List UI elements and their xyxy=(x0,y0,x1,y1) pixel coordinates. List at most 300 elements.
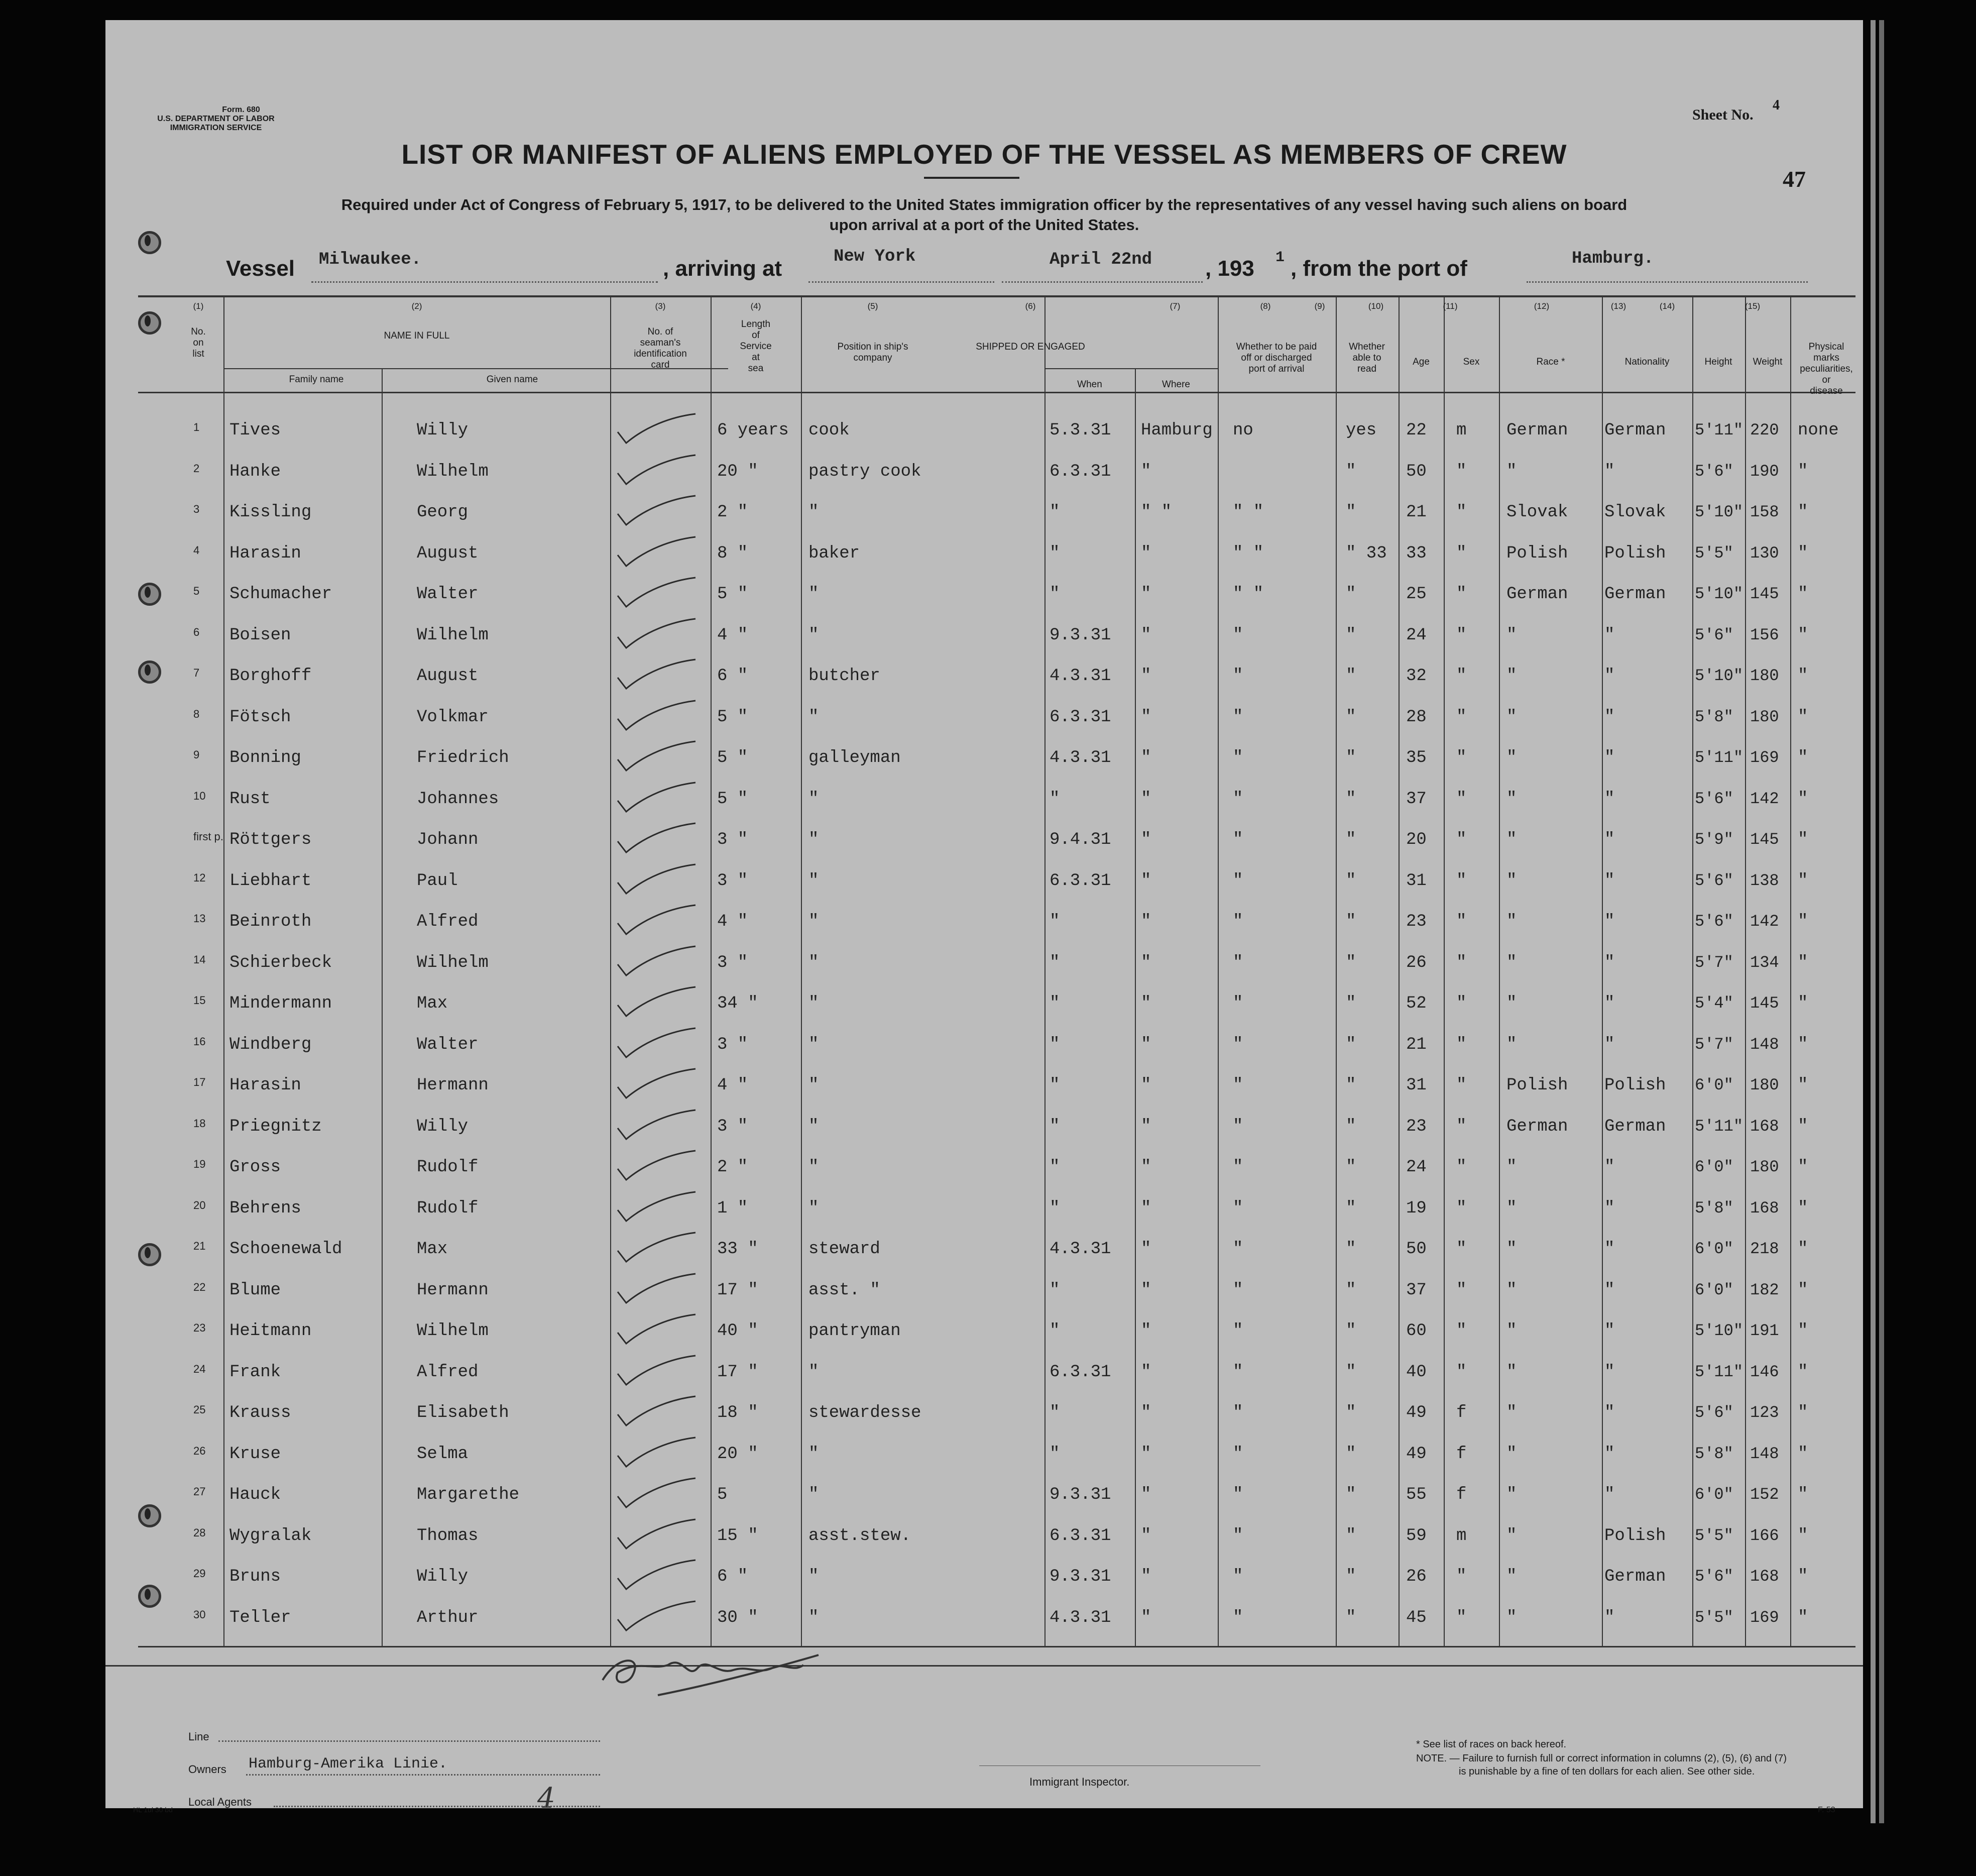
form-code: F. 53 xyxy=(1818,1806,1835,1814)
sex: " xyxy=(1456,1158,1467,1177)
department-label: U.S. DEPARTMENT OF LABOR xyxy=(157,115,275,123)
owners-rule xyxy=(246,1774,600,1776)
nationality: " xyxy=(1604,1485,1615,1504)
row-number: 23 xyxy=(193,1321,206,1334)
table-row xyxy=(105,1348,1863,1388)
engaged-when: 4.3.31 xyxy=(1050,748,1111,767)
engaged-when: 9.4.31 xyxy=(1050,830,1111,849)
height: 6'0" xyxy=(1695,1280,1733,1299)
able-to-read: " xyxy=(1346,625,1356,645)
given-name: Willy xyxy=(417,421,469,440)
weight: 169 xyxy=(1750,1608,1779,1627)
paid-off: no xyxy=(1233,421,1253,440)
header-where: Where xyxy=(1162,379,1190,390)
col-num-13: (13) xyxy=(1610,301,1626,311)
engaged-where: " xyxy=(1141,789,1151,809)
ship-position: " xyxy=(808,994,819,1013)
family-name: Hanke xyxy=(229,462,281,481)
sheet-number xyxy=(1692,97,1780,124)
given-name: Max xyxy=(417,994,448,1013)
physical-marks: " xyxy=(1798,1076,1808,1095)
ship-position: " xyxy=(808,830,819,849)
vessel-line xyxy=(226,247,1833,286)
able-to-read: " xyxy=(1346,994,1356,1013)
nationality: " xyxy=(1604,1403,1615,1422)
nationality: German xyxy=(1604,585,1666,604)
check-mark-icon xyxy=(615,1108,701,1143)
col-num-6: (6) xyxy=(1025,301,1036,311)
table-row xyxy=(105,1143,1863,1183)
given-name: Rudolf xyxy=(417,1158,479,1177)
family-name: Schumacher xyxy=(229,585,332,604)
header-race: Race * xyxy=(1536,357,1565,367)
engaged-where: " xyxy=(1141,462,1151,481)
sex: " xyxy=(1456,994,1467,1013)
ship-position: " xyxy=(808,1362,819,1382)
weight: 138 xyxy=(1750,871,1779,890)
engaged-when: 9.3.31 xyxy=(1050,625,1111,645)
weight: 146 xyxy=(1750,1362,1779,1381)
race: " xyxy=(1506,1567,1517,1586)
paid-off: " xyxy=(1233,830,1243,849)
nationality: " xyxy=(1604,1158,1615,1177)
race: " xyxy=(1506,1526,1517,1546)
table-row xyxy=(105,1184,1863,1225)
sex: " xyxy=(1456,1035,1467,1054)
weight: 134 xyxy=(1750,953,1779,972)
service-length: 30 " xyxy=(717,1608,758,1627)
height: 5'9" xyxy=(1695,830,1733,849)
able-to-read: " xyxy=(1346,1198,1356,1218)
nationality: Polish xyxy=(1604,1526,1666,1546)
sheet-value: 4 xyxy=(1773,97,1780,113)
engaged-when: 4.3.31 xyxy=(1050,1240,1111,1259)
col-num-3: (3) xyxy=(655,301,666,311)
service-length: 8 " xyxy=(717,543,748,563)
inspector-signature xyxy=(583,1625,844,1700)
table-row xyxy=(105,1552,1863,1593)
row-number: 6 xyxy=(193,625,200,638)
nationality: Polish xyxy=(1604,543,1666,563)
table-row xyxy=(105,979,1863,1020)
sex: " xyxy=(1456,1198,1467,1218)
age: 49 xyxy=(1406,1444,1427,1464)
page-edge xyxy=(1871,20,1876,1823)
race: " xyxy=(1506,1240,1517,1259)
family-name: Bruns xyxy=(229,1567,281,1586)
inspector-label: Immigrant Inspector. xyxy=(1029,1776,1130,1788)
sex: " xyxy=(1456,830,1467,849)
race: " xyxy=(1506,1158,1517,1177)
owners-value: Hamburg-Amerika Linie. xyxy=(249,1755,448,1773)
height: 5'4" xyxy=(1695,994,1733,1013)
paid-off: " xyxy=(1233,667,1243,686)
header-paid-off: Whether to be paid off or discharged port of arrival xyxy=(1236,342,1317,374)
ship-position: " xyxy=(808,912,819,931)
row-number: 28 xyxy=(193,1526,206,1539)
service-length: 2 " xyxy=(717,503,748,522)
given-name: Paul xyxy=(417,871,458,891)
nationality: German xyxy=(1604,1567,1666,1586)
engaged-when: 6.3.31 xyxy=(1050,1526,1111,1546)
age: 37 xyxy=(1406,1280,1427,1300)
table-row xyxy=(105,570,1863,610)
ship-position: cook xyxy=(808,421,850,440)
header-position: Position in ship's company xyxy=(837,342,908,363)
able-to-read: " xyxy=(1346,1444,1356,1464)
family-name: Schierbeck xyxy=(229,953,332,972)
row-number: 17 xyxy=(193,1076,206,1088)
col-num-4: (4) xyxy=(750,301,761,311)
punch-hole xyxy=(138,660,161,684)
header-bottom-rule xyxy=(138,392,1855,393)
table-row xyxy=(105,1593,1863,1634)
paid-off: " xyxy=(1233,625,1243,645)
given-name: Johannes xyxy=(417,789,499,809)
race: German xyxy=(1506,585,1568,604)
check-mark-icon xyxy=(615,739,701,775)
given-name: Rudolf xyxy=(417,1198,479,1218)
physical-marks: " xyxy=(1798,625,1808,645)
physical-marks: none xyxy=(1798,421,1839,440)
race: " xyxy=(1506,1035,1517,1054)
height: 5'6" xyxy=(1695,871,1733,890)
engaged-when: " xyxy=(1050,953,1060,972)
able-to-read: " xyxy=(1346,1321,1356,1341)
engaged-where: " xyxy=(1141,1444,1151,1464)
engaged-when: " xyxy=(1050,1076,1060,1095)
header-height: Height xyxy=(1704,357,1732,367)
nationality: " xyxy=(1604,871,1615,891)
age: 59 xyxy=(1406,1526,1427,1546)
engaged-when: " xyxy=(1050,1035,1060,1054)
paid-off: " xyxy=(1233,748,1243,767)
col-num-11: (11) xyxy=(1443,301,1458,311)
physical-marks: " xyxy=(1798,1240,1808,1259)
row-number: 3 xyxy=(193,503,200,515)
paid-off: " xyxy=(1233,789,1243,809)
race: German xyxy=(1506,1117,1568,1136)
table-row xyxy=(105,1306,1863,1347)
race: " xyxy=(1506,912,1517,931)
agents-mark: 4 xyxy=(537,1782,555,1815)
engaged-when: " xyxy=(1050,585,1060,604)
arrival-port: New York xyxy=(834,247,916,266)
engaged-when: " xyxy=(1050,912,1060,931)
service-length: 33 " xyxy=(717,1240,758,1259)
table-row xyxy=(105,1429,1863,1470)
row-number: 26 xyxy=(193,1444,206,1457)
sex: " xyxy=(1456,667,1467,686)
ship-position: " xyxy=(808,707,819,727)
weight: 220 xyxy=(1750,421,1779,439)
given-name: Selma xyxy=(417,1444,469,1464)
punch-hole xyxy=(138,1243,161,1266)
engaged-where: " xyxy=(1141,1158,1151,1177)
physical-marks: " xyxy=(1798,1608,1808,1627)
able-to-read: " xyxy=(1346,1362,1356,1382)
paid-off: " xyxy=(1233,994,1243,1013)
print-code: HL 1ul 30 bd xyxy=(133,1806,173,1814)
age: 49 xyxy=(1406,1403,1427,1422)
header-given-name: Given name xyxy=(486,374,538,385)
departure-rule xyxy=(1527,281,1808,283)
table-row xyxy=(105,1388,1863,1429)
engaged-when: 4.3.31 xyxy=(1050,1608,1111,1627)
given-name: August xyxy=(417,543,479,563)
engaged-when: " xyxy=(1050,789,1060,809)
sex: " xyxy=(1456,1567,1467,1586)
family-name: Teller xyxy=(229,1608,291,1627)
sex: " xyxy=(1456,625,1467,645)
nationality: " xyxy=(1604,1608,1615,1627)
punch-hole xyxy=(138,1585,161,1608)
row-number: 29 xyxy=(193,1567,206,1580)
nationality: " xyxy=(1604,1198,1615,1218)
from-port-label: , from the port of xyxy=(1291,256,1467,281)
check-mark-icon xyxy=(615,1149,701,1184)
family-name: Kruse xyxy=(229,1444,281,1464)
paid-off: " xyxy=(1233,1240,1243,1259)
engaged-when: " xyxy=(1050,1158,1060,1177)
age: 21 xyxy=(1406,1035,1427,1054)
engaged-when: " xyxy=(1050,1444,1060,1464)
engaged-where: " xyxy=(1141,1485,1151,1504)
engaged-where: " xyxy=(1141,543,1151,563)
race: " xyxy=(1506,1608,1517,1627)
given-name: Margarethe xyxy=(417,1485,520,1504)
sex: " xyxy=(1456,503,1467,522)
row-number: 20 xyxy=(193,1198,206,1211)
ship-position: steward xyxy=(808,1240,880,1259)
ship-position: " xyxy=(808,1567,819,1586)
check-mark-icon xyxy=(615,657,701,693)
service-length: 34 " xyxy=(717,994,758,1013)
engaged-when: " xyxy=(1050,543,1060,563)
header-length-service: Length of Service at sea xyxy=(740,319,772,374)
able-to-read: " xyxy=(1346,953,1356,972)
check-mark-icon xyxy=(615,985,701,1020)
paid-off: " " xyxy=(1233,503,1264,522)
weight: 180 xyxy=(1750,1158,1779,1176)
nationality: " xyxy=(1604,1362,1615,1382)
race: Slovak xyxy=(1506,503,1568,522)
vessel-label: Vessel xyxy=(226,256,295,281)
table-row xyxy=(105,1225,1863,1265)
punch-hole xyxy=(138,311,161,335)
weight: 168 xyxy=(1750,1198,1779,1218)
height: 5'5" xyxy=(1695,1608,1733,1627)
paid-off: " " xyxy=(1233,543,1264,563)
check-mark-icon xyxy=(615,494,701,529)
check-mark-icon xyxy=(615,1476,701,1511)
service-length: 17 " xyxy=(717,1362,758,1382)
engaged-when: " xyxy=(1050,994,1060,1013)
family-name: Priegnitz xyxy=(229,1117,322,1136)
weight: 218 xyxy=(1750,1240,1779,1258)
race: " xyxy=(1506,1198,1517,1218)
able-to-read: " xyxy=(1346,1526,1356,1546)
able-to-read: " xyxy=(1346,1280,1356,1300)
race: Polish xyxy=(1506,543,1568,563)
punch-hole xyxy=(138,583,161,606)
paid-off: " xyxy=(1233,1158,1243,1177)
age: 20 xyxy=(1406,830,1427,849)
ship-position: " xyxy=(808,585,819,604)
able-to-read: " xyxy=(1346,503,1356,522)
sex: m xyxy=(1456,421,1467,440)
physical-marks: " xyxy=(1798,994,1808,1013)
check-mark-icon xyxy=(615,535,701,570)
weight: 152 xyxy=(1750,1485,1779,1504)
physical-marks: " xyxy=(1798,1198,1808,1218)
engaged-where: " xyxy=(1141,1240,1151,1259)
given-name: Elisabeth xyxy=(417,1403,509,1422)
service-length: 18 " xyxy=(717,1403,758,1422)
col-num-5: (5) xyxy=(867,301,878,311)
punch-hole xyxy=(138,1504,161,1527)
row-number: 2 xyxy=(193,462,200,475)
physical-marks: " xyxy=(1798,667,1808,686)
weight: 190 xyxy=(1750,462,1779,481)
height: 5'5" xyxy=(1695,1526,1733,1545)
able-to-read: " xyxy=(1346,585,1356,604)
able-to-read: " xyxy=(1346,830,1356,849)
row-number: 27 xyxy=(193,1485,206,1498)
table-row xyxy=(105,1061,1863,1101)
nationality: Polish xyxy=(1604,1076,1666,1095)
table-row xyxy=(105,856,1863,897)
able-to-read: " xyxy=(1346,1608,1356,1627)
ship-position: asst. " xyxy=(808,1280,880,1300)
check-mark-icon xyxy=(615,576,701,611)
paid-off: " xyxy=(1233,1198,1243,1218)
family-name: Bonning xyxy=(229,748,301,767)
age: 60 xyxy=(1406,1321,1427,1341)
races-note: * See list of races on back hereof. xyxy=(1416,1739,1567,1750)
engaged-where: " xyxy=(1141,1608,1151,1627)
physical-marks: " xyxy=(1798,1321,1808,1341)
age: 33 xyxy=(1406,543,1427,563)
weight: 145 xyxy=(1750,994,1779,1013)
row-number: first p. xyxy=(193,830,223,843)
paid-off: " xyxy=(1233,912,1243,931)
weight: 142 xyxy=(1750,912,1779,931)
given-name: August xyxy=(417,667,479,686)
ship-position: pantryman xyxy=(808,1321,901,1341)
able-to-read: " xyxy=(1346,912,1356,931)
height: 5'7" xyxy=(1695,953,1733,972)
engaged-where: " xyxy=(1141,871,1151,891)
table-row xyxy=(105,651,1863,692)
sheet-label: Sheet No. xyxy=(1692,106,1754,123)
manifest-sheet xyxy=(105,20,1863,1815)
check-mark-icon xyxy=(615,1436,701,1471)
table-row xyxy=(105,1511,1863,1552)
height: 5'8" xyxy=(1695,707,1733,726)
paid-off: " xyxy=(1233,1035,1243,1054)
weight: 158 xyxy=(1750,503,1779,521)
subtitle-line-2: upon arrival at a port of the United States. xyxy=(829,216,1139,234)
ship-position: " xyxy=(808,503,819,522)
race: " xyxy=(1506,667,1517,686)
paid-off: " xyxy=(1233,1321,1243,1341)
sex: f xyxy=(1456,1444,1467,1464)
check-mark-icon xyxy=(615,821,701,856)
col-num-2: (2) xyxy=(411,301,422,311)
age: 35 xyxy=(1406,748,1427,767)
service-length: 5 " xyxy=(717,748,748,767)
given-name: Wilhelm xyxy=(417,625,489,645)
check-mark-icon xyxy=(615,453,701,488)
sex: " xyxy=(1456,1362,1467,1382)
header-shipped: SHIPPED OR ENGAGED xyxy=(976,342,1085,352)
service-length: 40 " xyxy=(717,1321,758,1341)
family-name: Harasin xyxy=(229,1076,301,1095)
row-number: 16 xyxy=(193,1035,206,1048)
check-mark-icon xyxy=(615,1354,701,1389)
sex: " xyxy=(1456,462,1467,481)
physical-marks: " xyxy=(1798,543,1808,563)
header-weight: Weight xyxy=(1753,357,1783,367)
ship-position: " xyxy=(808,1485,819,1504)
service-length: 5 " xyxy=(717,707,748,727)
check-mark-icon xyxy=(615,1558,701,1593)
sex: " xyxy=(1456,585,1467,604)
age: 28 xyxy=(1406,707,1427,727)
row-number: 22 xyxy=(193,1280,206,1293)
physical-marks: " xyxy=(1798,1280,1808,1300)
check-mark-icon xyxy=(615,1231,701,1266)
height: 6'0" xyxy=(1695,1158,1733,1176)
weight: 145 xyxy=(1750,585,1779,603)
col-num-15: (15) xyxy=(1745,301,1761,311)
line-label: Line xyxy=(188,1730,209,1743)
sex: " xyxy=(1456,1117,1467,1136)
ship-position: " xyxy=(808,1608,819,1627)
age: 26 xyxy=(1406,953,1427,972)
line-rule xyxy=(218,1740,600,1742)
engaged-when: 6.3.31 xyxy=(1050,462,1111,481)
ship-position: " xyxy=(808,953,819,972)
check-mark-icon xyxy=(615,1272,701,1307)
engaged-where: " xyxy=(1141,585,1151,604)
family-name: Borghoff xyxy=(229,667,312,686)
able-to-read: " xyxy=(1346,1035,1356,1054)
weight: 123 xyxy=(1750,1403,1779,1422)
given-name: Thomas xyxy=(417,1526,479,1546)
paid-off: " xyxy=(1233,1117,1243,1136)
ship-position: asst.stew. xyxy=(808,1526,911,1546)
able-to-read: " xyxy=(1346,1567,1356,1586)
nationality: German xyxy=(1604,421,1666,440)
age: 32 xyxy=(1406,667,1427,686)
race: " xyxy=(1506,748,1517,767)
given-name: Wilhelm xyxy=(417,1321,489,1341)
row-number: 14 xyxy=(193,953,206,966)
weight: 169 xyxy=(1750,748,1779,767)
table-row xyxy=(105,529,1863,570)
able-to-read: " xyxy=(1346,707,1356,727)
given-name: Walter xyxy=(417,1035,479,1054)
service-length: 4 " xyxy=(717,1076,748,1095)
header-sex: Sex xyxy=(1463,357,1480,367)
sex: " xyxy=(1456,1321,1467,1341)
ship-position: " xyxy=(808,1198,819,1218)
physical-marks: " xyxy=(1798,585,1808,604)
height: 5'10" xyxy=(1695,503,1743,521)
family-name: Blume xyxy=(229,1280,281,1300)
